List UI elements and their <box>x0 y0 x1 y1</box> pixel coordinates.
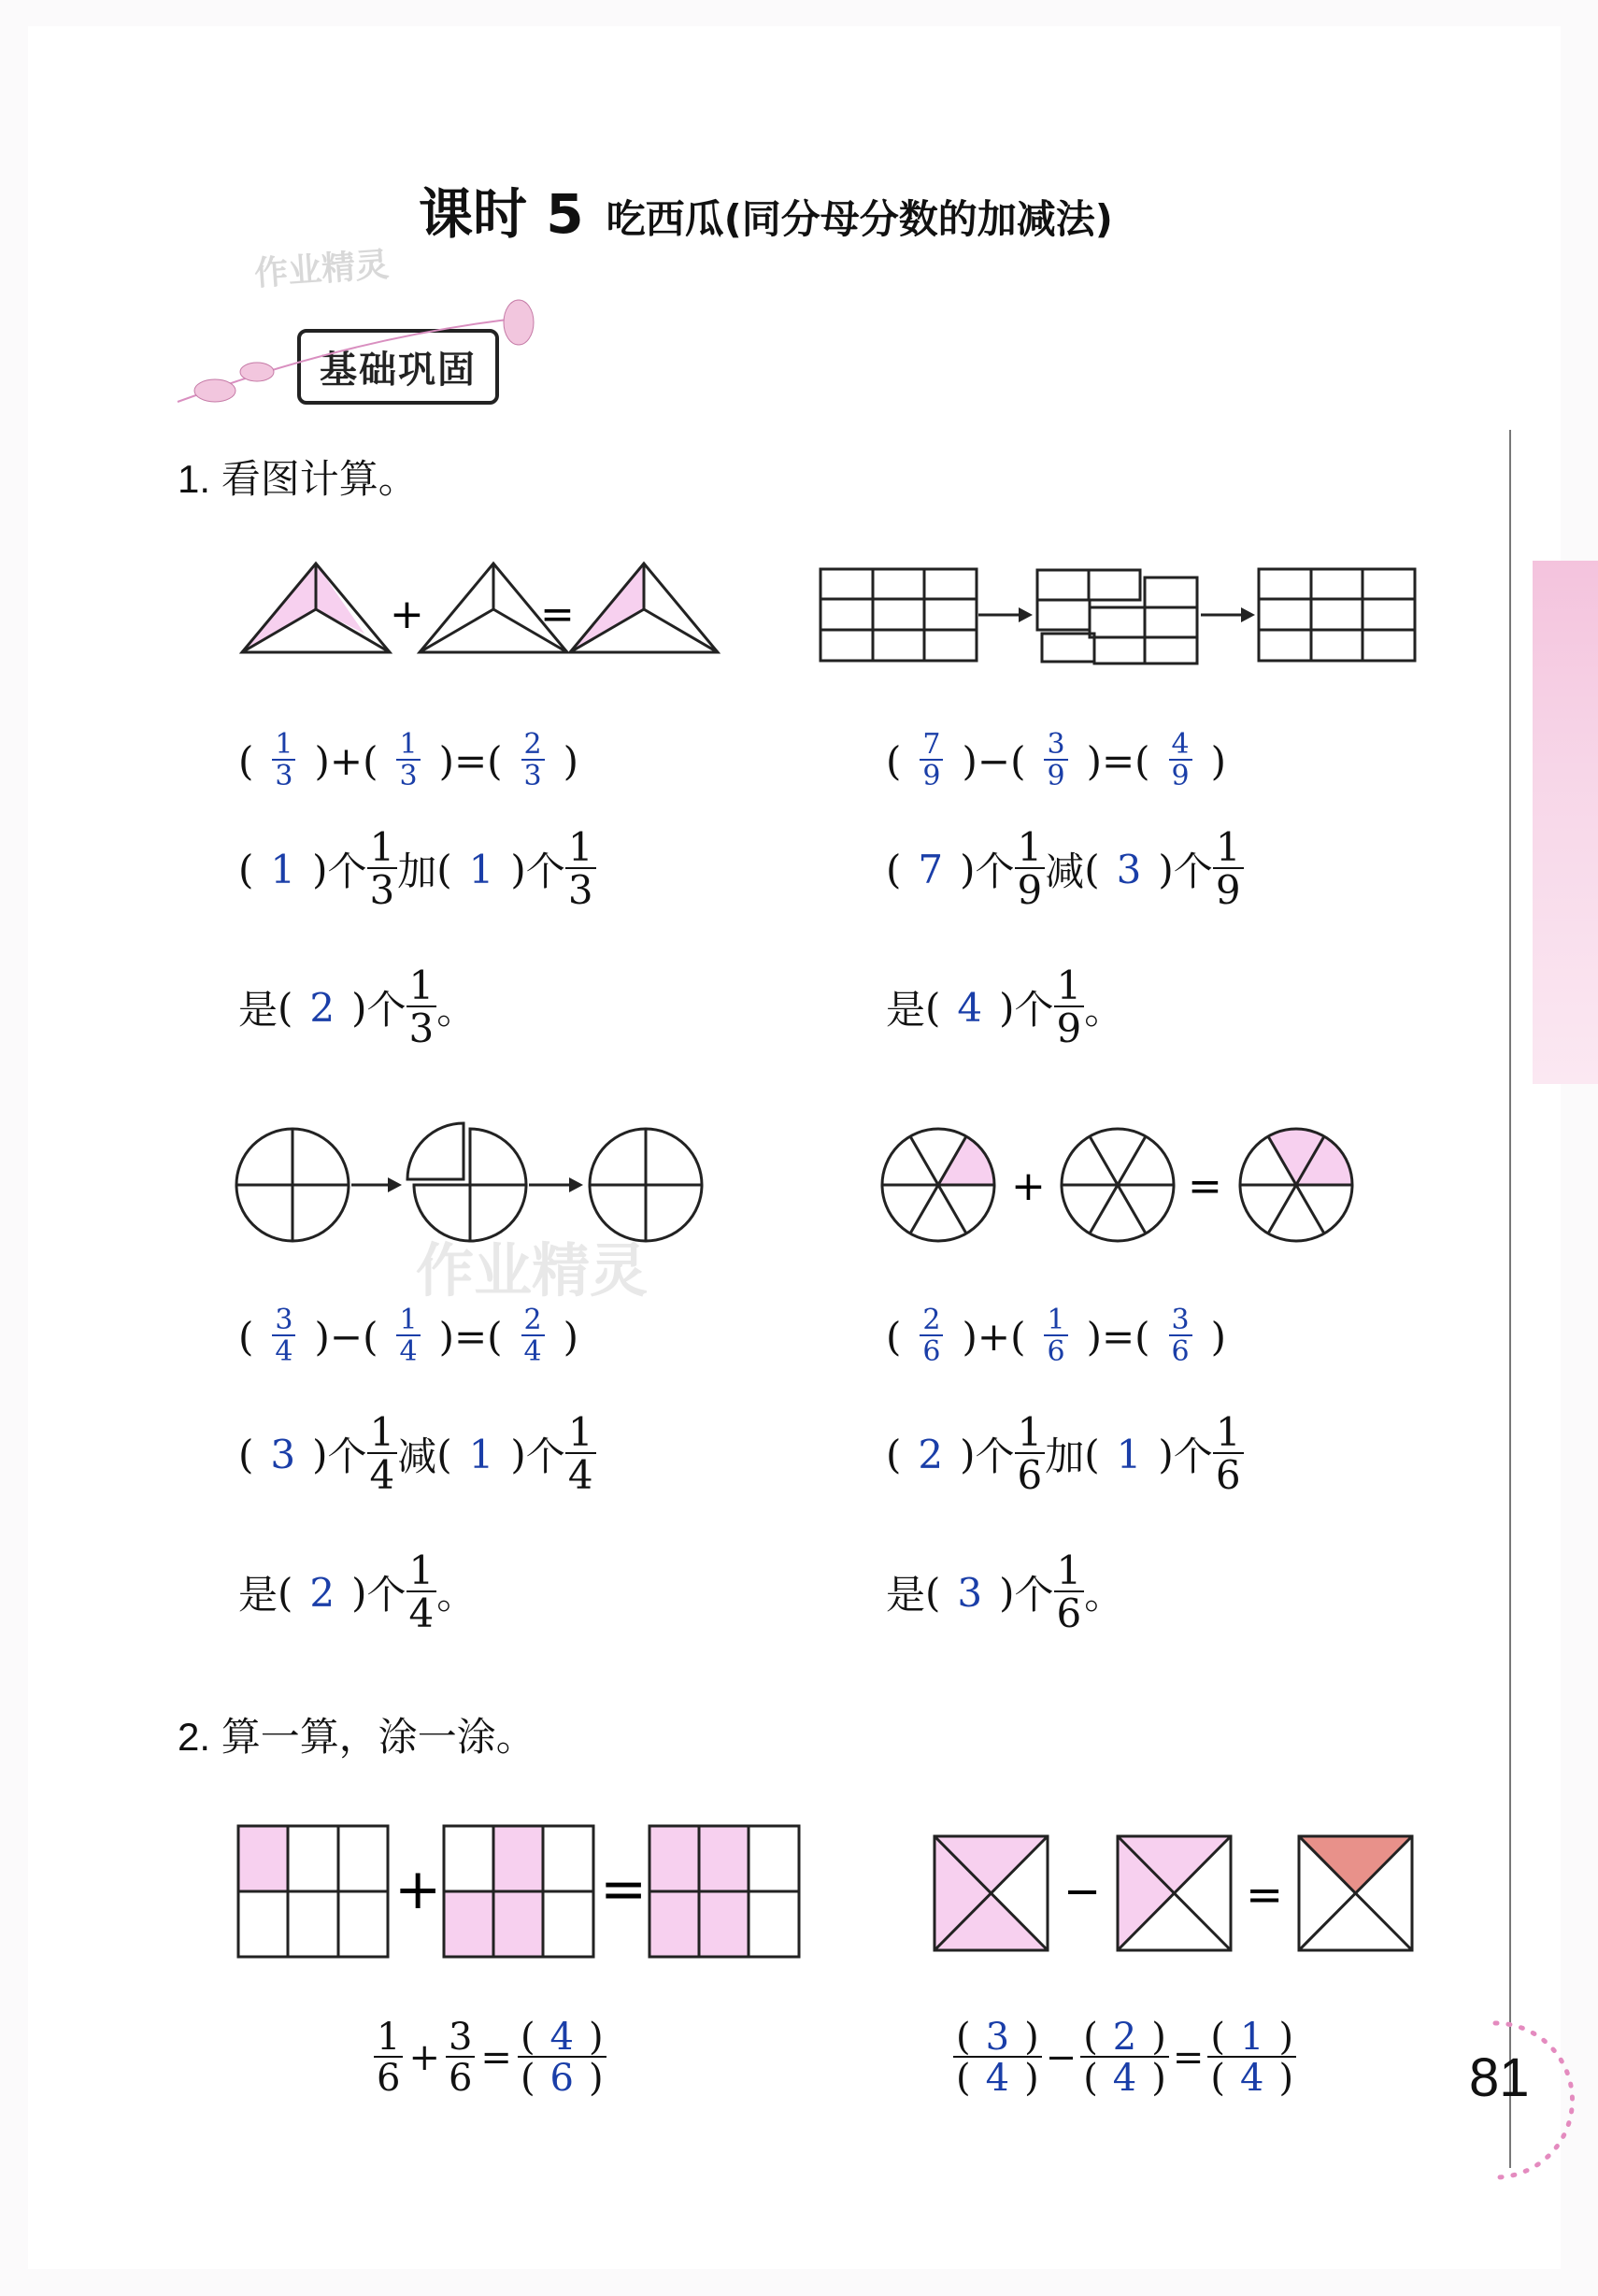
equals-sign-4: = <box>1246 1869 1284 1921</box>
circle-sixths-3 <box>1240 1129 1352 1241</box>
q2-right-equation: $\frac{( 3 )}{( 4 )}$ − $\frac{( 2 )}{( 4 )}$ = $\frac{( 1 )}{( 4 )}$ <box>953 2018 1296 2097</box>
equals-sign-3: = <box>600 1857 648 1922</box>
circ6-equation: ( $\frac{2}{6}$ ) + ( $\frac{1}{6}$ ) = ( $\frac{3}{6}$ ) <box>886 1304 1227 1368</box>
q2-square-2 <box>1118 1836 1231 1950</box>
q2-grid-2 <box>444 1826 593 1957</box>
q2-grid-3 <box>649 1826 799 1957</box>
circ4-sentence-2: 是 ( 2 ) 个 $\frac{1}{4}$ 。 <box>238 1547 477 1636</box>
circle-sixths-2 <box>1062 1129 1174 1241</box>
circle-sixths-1 <box>882 1129 994 1241</box>
equals-sign: = <box>540 591 575 638</box>
watermark: 作业精灵 <box>416 1239 649 1304</box>
page-number: 81 <box>1469 2047 1530 2108</box>
circ4-sentence-1: ( 3 ) 个 $\frac{1}{4}$ 减 ( 1 ) 个 $\frac{1}{4}$ <box>238 1413 596 1495</box>
question-1-heading: 1. 看图计算。 <box>178 457 418 501</box>
question-2-heading: 2. 算一算，涂一涂。 <box>178 1715 535 1759</box>
lesson-title: 吃西瓜(同分母分数的加减法) <box>606 196 1113 242</box>
circ6-sentence-1: ( 2 ) 个 $\frac{1}{6}$ 加 ( 1 ) 个 $\frac{1}{6}$ <box>886 1413 1244 1495</box>
plus-sign: + <box>390 591 424 638</box>
rect-sentence-2: 是 ( 4 ) 个 $\frac{1}{9}$ 。 <box>886 963 1124 1051</box>
arrow-2 <box>1201 607 1255 622</box>
circ4-equation: ( $\frac{3}{4}$ ) − ( $\frac{1}{4}$ ) = ( $\frac{2}{4}$ ) <box>238 1304 579 1368</box>
q2-square-1 <box>935 1836 1048 1950</box>
circle-quarters-1 <box>236 1129 349 1241</box>
lesson-number: 课时 5 <box>419 182 584 246</box>
tri-equation: ( $\frac{1}{3}$ ) + ( $\frac{1}{3}$ ) = ( $\frac{2}{3}$ ) <box>238 728 579 792</box>
arrow-1 <box>978 607 1033 622</box>
badge-watermark: 作业精灵 <box>252 245 391 292</box>
plus-sign-2: + <box>1011 1162 1046 1210</box>
equals-sign-2: = <box>1188 1162 1222 1210</box>
q2-left-equation: $\frac{1}{6}$ + $\frac{3}{6}$ = $\frac{( 4 )}{( 6 )}$ <box>374 2018 606 2097</box>
q2-grid-1 <box>238 1826 388 1957</box>
tri-sentence-1: ( 1 ) 个 $\frac{1}{3}$ 加 ( 1 ) 个 $\frac{1}{3}$ <box>238 828 596 910</box>
q2-square-3 <box>1299 1836 1412 1950</box>
arrow-3 <box>351 1177 402 1192</box>
plus-sign-3: + <box>394 1857 442 1922</box>
triangle-figure-3 <box>570 563 718 652</box>
circ6-sentence-2: 是 ( 3 ) 个 $\frac{1}{6}$ 。 <box>886 1547 1124 1636</box>
triangle-figure-1 <box>242 563 390 652</box>
rect-grid-1 <box>820 569 977 661</box>
minus-sign: − <box>1063 1865 1102 1918</box>
rect-sentence-1: ( 7 ) 个 $\frac{1}{9}$ 减 ( 3 ) 个 $\frac{1}{9}$ <box>886 828 1244 910</box>
section-badge: 基础巩固 <box>297 329 499 405</box>
arrow-4 <box>529 1177 583 1192</box>
rect-grid-3 <box>1259 569 1415 661</box>
rect-grid-2 <box>1037 570 1197 663</box>
rect-equation: ( $\frac{7}{9}$ ) − ( $\frac{3}{9}$ ) = ( $\frac{4}{9}$ ) <box>886 728 1227 792</box>
tri-sentence-2: 是 ( 2 ) 个 $\frac{1}{3}$ 。 <box>238 963 477 1051</box>
